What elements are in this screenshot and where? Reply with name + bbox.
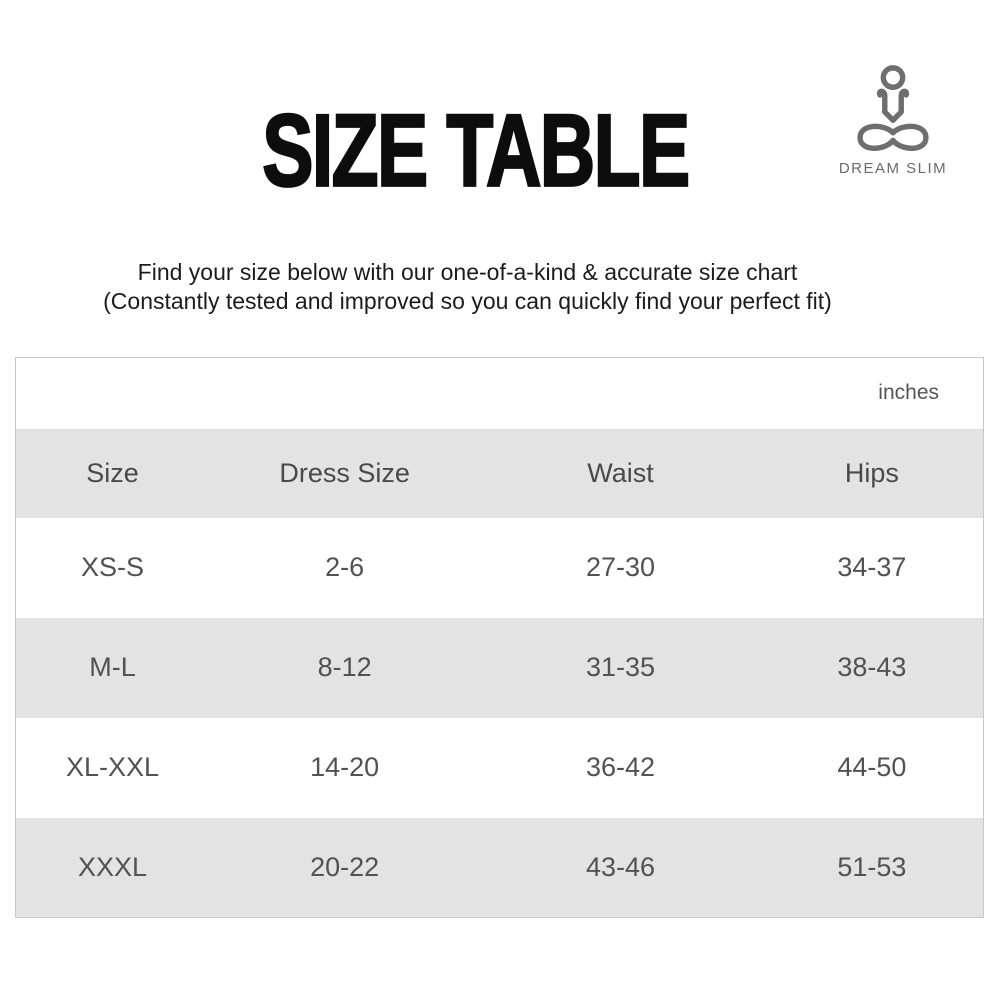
cell-dress-size: 8-12 — [209, 618, 480, 718]
page-title-container — [0, 94, 950, 208]
subtitle-line-2: (Constantly tested and improved so you can quickly find your perfect fit) — [103, 288, 832, 314]
cell-hips: 44-50 — [761, 718, 984, 818]
cell-waist: 43-46 — [480, 818, 761, 918]
cell-size: XL-XXL — [16, 718, 210, 818]
table-header-row — [16, 429, 984, 518]
column-header-waist: Waist — [480, 429, 761, 518]
unit-label: inches — [16, 358, 984, 429]
cell-dress-size: 14-20 — [209, 718, 480, 818]
cell-dress-size: 2-6 — [209, 518, 480, 618]
cell-size: M-L — [16, 618, 210, 718]
subtitle-line-1: Find your size below with our one-of-a-kind & accurate size chart — [137, 259, 798, 285]
subtitle — [0, 258, 935, 316]
brand-name: DREAM SLIM — [838, 160, 948, 177]
cell-dress-size: 20-22 — [209, 818, 480, 918]
column-header-dress-size: Dress Size — [209, 429, 480, 518]
cell-size: XXXL — [16, 818, 210, 918]
column-header-hips: Hips — [761, 429, 984, 518]
cell-hips: 38-43 — [761, 618, 984, 718]
cell-hips: 34-37 — [761, 518, 984, 618]
table-row — [16, 818, 984, 918]
column-header-size: Size — [16, 429, 210, 518]
page-title: SIZE TABLE — [261, 94, 689, 208]
size-table — [15, 357, 984, 918]
table-row — [16, 718, 984, 818]
table-row — [16, 618, 984, 718]
cell-waist: 27-30 — [480, 518, 761, 618]
cell-waist: 36-42 — [480, 718, 761, 818]
meditation-infinity-icon — [828, 64, 958, 156]
cell-size: XS-S — [16, 518, 210, 618]
cell-hips: 51-53 — [761, 818, 984, 918]
brand-logo-block — [828, 64, 958, 177]
cell-waist: 31-35 — [480, 618, 761, 718]
table-row — [16, 518, 984, 618]
unit-row — [16, 358, 984, 429]
